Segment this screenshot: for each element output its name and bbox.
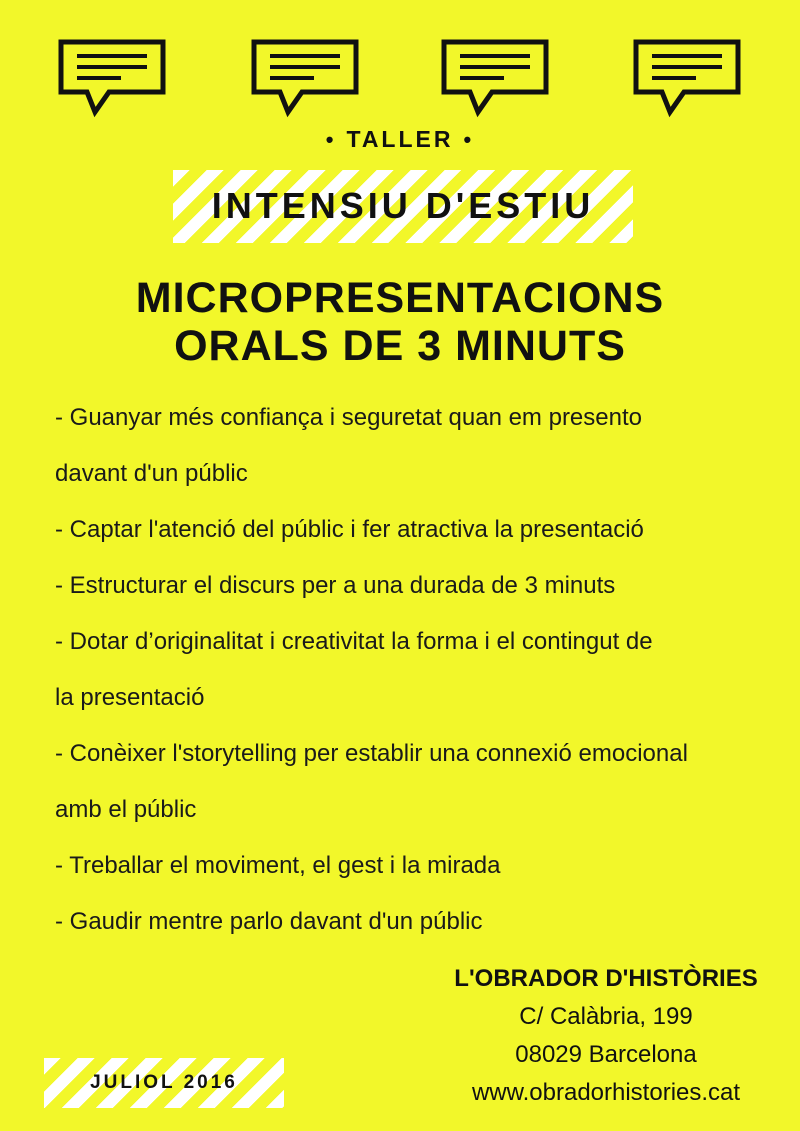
organizer-name: L'OBRADOR D'HISTÒRIES: [454, 965, 758, 992]
organizer-contact: [430, 960, 782, 1112]
list-item: - Gaudir mentre parlo davant d'un públic: [55, 908, 483, 935]
list-item: - Guanyar més confiança i seguretat quan em presento: [55, 404, 642, 431]
taller-kicker: [0, 126, 800, 153]
speech-bubble-icon: [440, 38, 550, 122]
list-item: - Conèixer l'storytelling per establir una connexió emocional: [55, 740, 688, 767]
list-item: amb el públic: [55, 796, 197, 823]
bullet-dot: •: [325, 127, 337, 152]
list-item: - Dotar d’originalitat i creativitat la forma i el contingut de: [55, 628, 653, 655]
speech-bubble-icon: [632, 38, 742, 122]
kicker-text: TALLER: [346, 126, 454, 152]
speech-bubble-icon: [57, 38, 167, 122]
list-item: - Treballar el moviment, el gest i la mirada: [55, 852, 501, 879]
date-label: JULIOL 2016: [90, 1072, 238, 1093]
list-item: - Estructurar el discurs per a una durada de 3 minuts: [55, 572, 616, 599]
title-line-1: MICROPRESENTACIONS: [135, 274, 665, 322]
organizer-address: C/ Calàbria, 199: [519, 1003, 693, 1030]
speech-bubble-icon: [250, 38, 360, 122]
organizer-city: 08029 Barcelona: [515, 1041, 697, 1068]
bullet-dot: •: [463, 127, 475, 152]
objectives-list: [55, 390, 775, 950]
speech-bubble-icon-row: [0, 38, 800, 128]
list-item: - Captar l'atenció del públic i fer atractiva la presentació: [55, 516, 644, 543]
title-line-2: ORALS DE 3 MINUTS: [174, 322, 626, 370]
list-item: la presentació: [55, 684, 205, 711]
organizer-website[interactable]: www.obradorhistories.cat: [471, 1079, 741, 1106]
list-item: davant d'un públic: [55, 460, 248, 487]
page-title: [0, 274, 800, 370]
subtitle-banner-text: INTENSIU D'ESTIU: [211, 185, 595, 226]
